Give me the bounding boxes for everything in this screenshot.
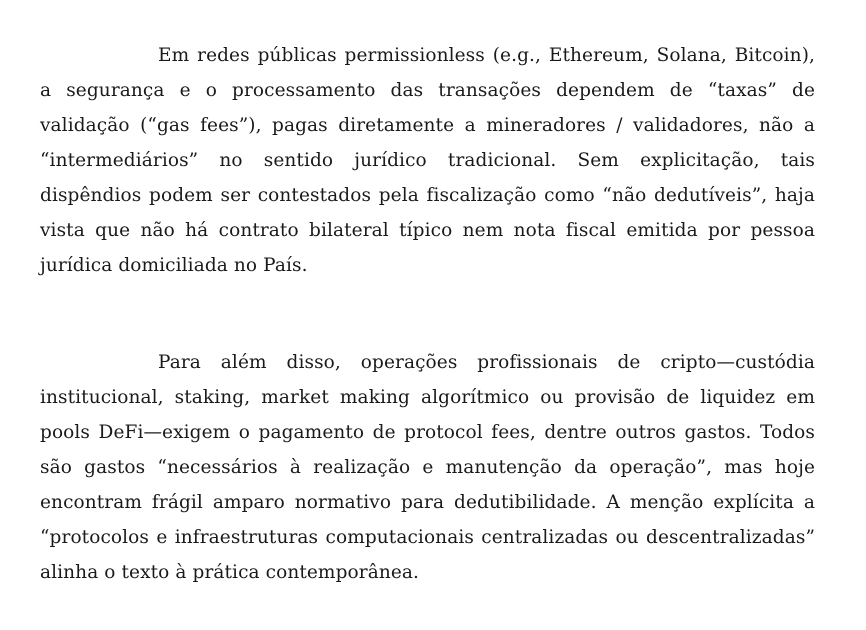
document-body	[40, 38, 815, 590]
paragraph-gas-fees: Em redes públicas permissionless (e.g., Ethereum, Solana, Bitcoin), a segurança e o processamento das transações dependem de “taxas” de validação (“gas fees”), pagas diretamente a mineradores / validadores, não a “intermediários” no sentido jurídico tradicional. Sem explicitação, tais dispêndios podem ser contestados pela fiscalização como “não dedutíveis”, haja vista que não há contrato bilateral típico nem nota fiscal emitida por pessoa jurídica domiciliada no País.	[40, 45, 815, 276]
paragraph-protocol-fees: Para além disso, operações profissionais de cripto—custódia institucional, staking, market making algorítmico ou provisão de liquidez em pools DeFi—exigem o pagamento de protocol fees, dentre outros gastos. Todos são gastos “necessários à realização e manutenção da operação”, mas hoje encontram frágil amparo normativo para dedutibilidade. A menção explícita a “protocolos e infraestruturas computacionais centralizadas ou descentralizadas” alinha o texto à prática contemporânea.	[40, 352, 815, 583]
